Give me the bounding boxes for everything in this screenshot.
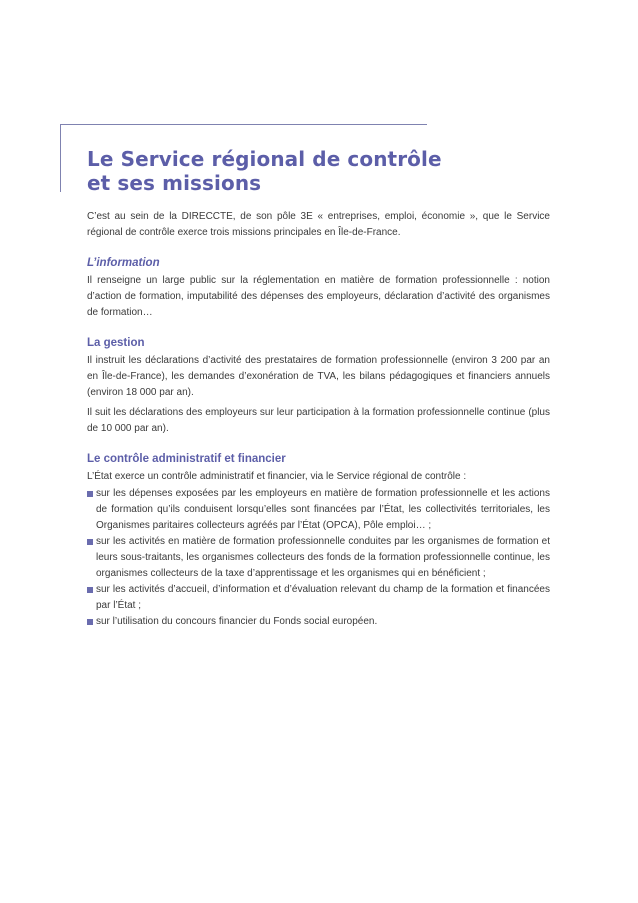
square-bullet-icon bbox=[87, 539, 93, 545]
frame-rule-vertical bbox=[60, 124, 61, 192]
page-content bbox=[87, 147, 550, 630]
section-gestion-paragraph-1: Il instruit les déclarations d’activité des prestataires de formation professionnelle (environ 3 200 par an en Île-de-France), les demandes d’exonération de TVA, les bilans pédagogiques et financiers annuels (environ 18 000 par an). bbox=[87, 355, 550, 398]
section-controle bbox=[87, 452, 550, 630]
list-item-text: sur l’utilisation du concours financier du Fonds social européen. bbox=[96, 616, 378, 627]
section-information bbox=[87, 256, 550, 321]
section-heading-information: L’information bbox=[87, 257, 160, 269]
list-item bbox=[87, 614, 550, 630]
list-item bbox=[87, 582, 550, 614]
section-gestion bbox=[87, 336, 550, 437]
square-bullet-icon bbox=[87, 587, 93, 593]
frame-rule-horizontal bbox=[60, 124, 427, 125]
list-item-text: sur les dépenses exposées par les employeurs en matière de formation professionnelle et les actions de formation qu’ils conduisent lorsqu’elles sont financées par l’État, les collectivités territoriales, les Organismes paritaires collecteurs agréés par l’État (OPCA), Pôle emploi… ; bbox=[96, 488, 550, 531]
list-item bbox=[87, 486, 550, 534]
square-bullet-icon bbox=[87, 491, 93, 497]
square-bullet-icon bbox=[87, 619, 93, 625]
list-item bbox=[87, 534, 550, 582]
list-item-text: sur les activités en matière de formation professionnelle conduites par les organismes de formation et leurs sous-traitants, les organismes collecteurs des fonds de la formation professionnelle continue, les organismes collecteurs de la taxe d’apprentissage et les organismes qui en bénéficient ; bbox=[96, 536, 550, 579]
intro-paragraph: C’est au sein de la DIRECCTE, de son pôle 3E « entreprises, emploi, économie », que le Service régional de contrôle exerce trois missions principales en Île-de-France. bbox=[87, 211, 550, 238]
section-heading-gestion: La gestion bbox=[87, 337, 145, 349]
page-title bbox=[87, 147, 550, 195]
section-gestion-paragraph-2: Il suit les déclarations des employeurs sur leur participation à la formation professionnelle continue (plus de 10 000 par an). bbox=[87, 407, 550, 434]
section-heading-controle: Le contrôle administratif et financier bbox=[87, 453, 286, 465]
controle-bullet-list bbox=[87, 486, 550, 630]
page-title-line-1: Le Service régional de contrôle bbox=[87, 147, 442, 171]
section-information-paragraph: Il renseigne un large public sur la réglementation en matière de formation professionnelle : notion d’action de formation, imputabilité des dépenses des employeurs, déclaration d’activité des organismes de formation… bbox=[87, 275, 550, 318]
list-item-text: sur les activités d’accueil, d’information et d’évaluation relevant du champ de la formation et financées par l’État ; bbox=[96, 584, 550, 611]
page-title-line-2: et ses missions bbox=[87, 171, 262, 195]
section-controle-paragraph: L’État exerce un contrôle administratif et financier, via le Service régional de contrôle : bbox=[87, 471, 467, 482]
